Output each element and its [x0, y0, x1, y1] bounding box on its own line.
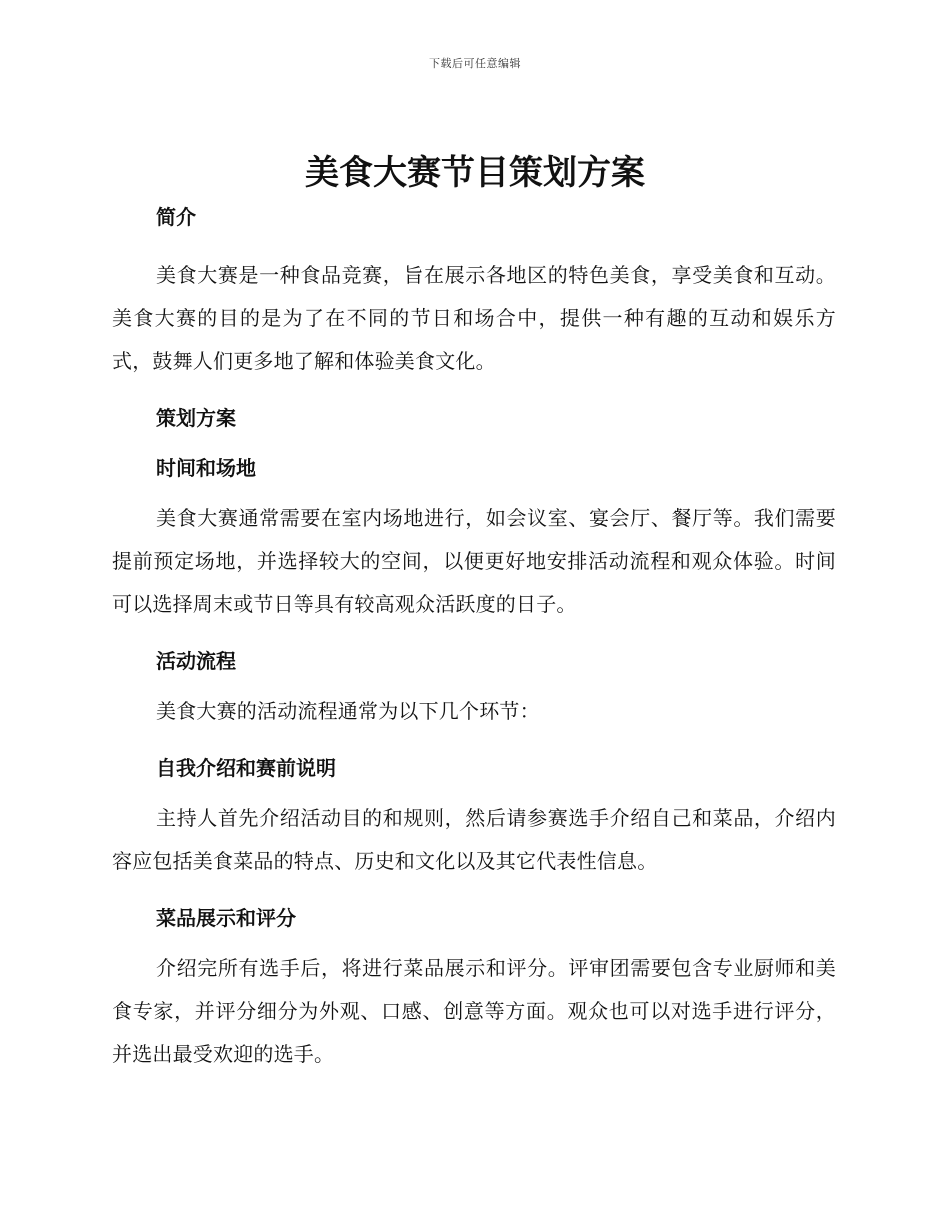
page-header: 下载后可任意编辑: [429, 57, 521, 70]
section-heading-self-intro: 自我介绍和赛前说明: [156, 756, 336, 780]
paragraph-flow: 美食大赛的活动流程通常为以下几个环节：: [156, 699, 540, 723]
paragraph-self-intro: 主持人首先介绍活动目的和规则，然后请参赛选手介绍自己和菜品，介绍内容应包括美食菜品的特点、历史和文化以及其它代表性信息。: [112, 806, 836, 873]
section-heading-judging: 菜品展示和评分: [156, 906, 296, 930]
document-title: 美食大赛节目策划方案: [305, 153, 645, 193]
section-heading-plan: 策划方案: [156, 406, 236, 430]
section-heading-time-venue: 时间和场地: [156, 456, 256, 480]
paragraph-time-venue: 美食大赛通常需要在室内场地进行，如会议室、宴会厅、餐厅等。我们需要提前预定场地，并选择较大的空间，以便更好地安排活动流程和观众体验。时间可以选择周末或节日等具有较高观众活跃度的日子。: [112, 506, 836, 616]
paragraph-judging: 介绍完所有选手后，将进行菜品展示和评分。评审团需要包含专业厨师和美食专家，并评分细分为外观、口感、创意等方面。观众也可以对选手进行评分，并选出最受欢迎的选手。: [112, 956, 836, 1066]
section-heading-intro: 简介: [156, 205, 196, 229]
section-heading-flow: 活动流程: [156, 649, 236, 673]
paragraph-intro: 美食大赛是一种食品竞赛，旨在展示各地区的特色美食，享受美食和互动。美食大赛的目的是为了在不同的节日和场合中，提供一种有趣的互动和娱乐方式，鼓舞人们更多地了解和体验美食文化。: [112, 263, 836, 373]
document-body: [112, 202, 836, 1076]
